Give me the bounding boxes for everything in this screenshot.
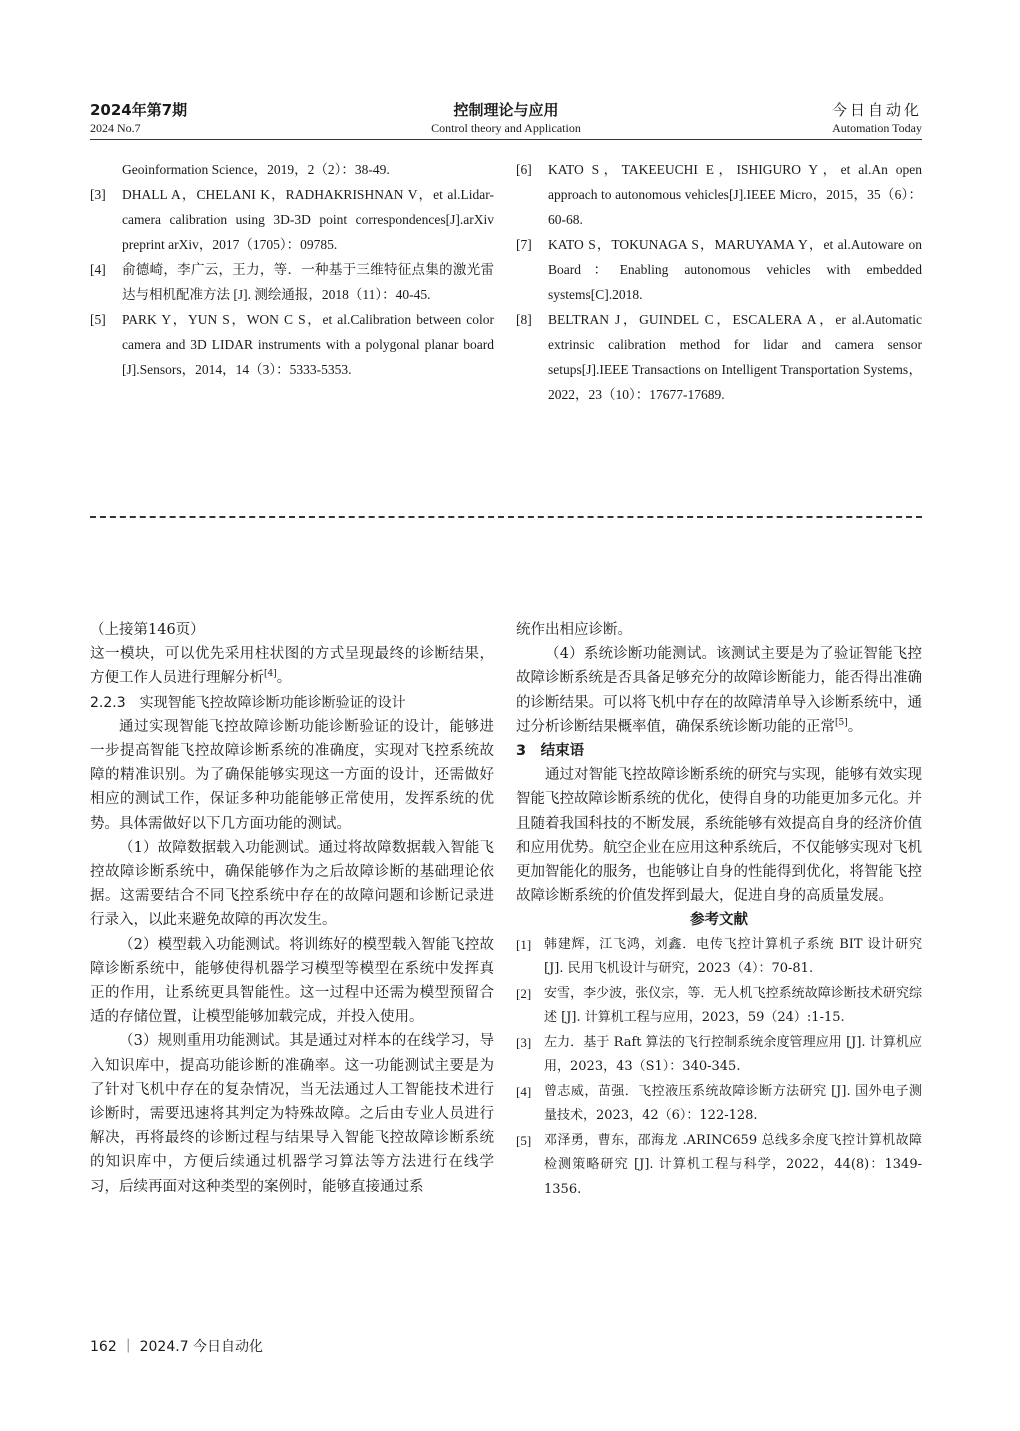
reference-text: 邓泽勇，曹东，邵海龙 .ARINC659 总线多余度飞控计算机故障检测策略研究 [J]. 计算机工程与科学，2022，44(8)：1349-1356. xyxy=(544,1132,922,1197)
paragraph-text: 这一模块，可以优先采用柱状图的方式呈现最终的诊断结果，方便工作人员进行理解分析 xyxy=(90,646,494,687)
reference-text: KATO S，TAKEEUCHI E，ISHIGURO Y，et al.An open approach to autonomous vehicles[J].IEEE Micro，2015，35（6）：60-68. xyxy=(548,162,922,227)
paragraph xyxy=(516,642,922,739)
reference-text: 曾志威，苗强．飞控液压系统故障诊断方法研究 [J]. 国外电子测量技术，2023，42（6）：122-128. xyxy=(544,1083,922,1124)
paragraph: 统作出相应诊断。 xyxy=(516,622,632,638)
top-references-right xyxy=(516,157,922,407)
section-heading-3: 3 结束语 xyxy=(516,743,585,760)
journal-cn: 控制理论与应用 xyxy=(453,101,559,119)
reference-number: [5] xyxy=(516,1132,532,1148)
journal-info xyxy=(90,100,922,136)
section-heading-2-2-3: 2.2.3 实现智能飞控故障诊断功能诊断验证的设计 xyxy=(90,694,406,711)
issue-en: 2024 No.7 xyxy=(90,121,141,135)
reference-item xyxy=(516,157,922,232)
paragraph-text: （4）系统诊断功能测试。该测试主要是为了验证智能飞控故障诊断系统是否具备足够充分的故障诊断能力，能否得出准确的诊断结果。可以将飞机中存在的故障清单导入诊断系统中，通过分析诊断结果概率值，确保系统诊断功能的正常 xyxy=(516,646,922,735)
reference-text: 左力．基于 Raft 算法的飞行控制系统余度管理应用 [J]. 计算机应用，2023，43（S1）：340-345. xyxy=(544,1034,922,1075)
paragraph: 通过实现智能飞控故障诊断功能诊断验证的设计，能够进一步提高智能飞控故障诊断系统的准确度，实现对飞控系统故障的精准识别。为了确保能够实现这一方面的设计，还需做好相应的测试工作，保证多种功能能够正常使用，发挥系统的优势。具体需做好以下几方面功能的测试。 xyxy=(90,718,494,832)
paragraph: 通过对智能飞控故障诊断系统的研究与实现，能够有效实现智能飞控故障诊断系统的优化，使得自身的功能更加多元化。并且随着我国科技的不断发展，系统能够有效提高自身的经济价值和应用优势。航空企业在应用这种系统后，不仅能够实现对飞机更加智能化的服务，也能够让自身的性能得到优化，将智能飞控故障诊断系统的价值发挥到最大，促进自身的高质量发展。 xyxy=(516,767,922,905)
citation: [4] xyxy=(264,669,277,680)
reference-number: [6] xyxy=(516,162,532,177)
paragraph: （3）规则重用功能测试。其是通过对样本的在线学习，导入知识库中，提高功能诊断的准确率。这一功能测试主要是为了针对飞机中存在的复杂情况，当无法通过人工智能技术进行诊断时，需要迅速将其判定为特殊故障。之后由专业人员进行解决，再将最终的诊断过程与结果导入智能飞控故障诊断系统的知识库中，方便后续通过机器学习算法等方法进行在线学习，后续再面对这种类型的案例时，能够直接通过系 xyxy=(90,1033,494,1195)
body-column-right xyxy=(516,618,922,1202)
reference-item xyxy=(90,182,494,257)
paragraph: （1）故障数据载入功能测试。通过将故障数据载入智能飞控故障诊断系统中，确保能够作为之后故障诊断的基础理论依据。这需要结合不同飞控系统中存在的故障问题和诊断记录进行录入，以此来避免故障的再次发生。 xyxy=(90,839,494,929)
reference-text: DHALL A，CHELANI K，RADHAKRISHNAN V，et al.Lidar-camera calibration using 3D-3D point correspondences[J].arXiv preprint arXiv，2017（1705）：09785. xyxy=(122,187,494,252)
reference-item xyxy=(516,1129,922,1203)
continued-from-note: （上接第146页） xyxy=(90,622,205,638)
references-list xyxy=(516,933,922,1203)
reference-text: BELTRAN J，GUINDEL C，ESCALERA A，er al.Automatic extrinsic calibration method for lidar and camera sensor setups[J].IEEE Transactions on Intelligent Transportation Systems，2022，23（10）：17677-17689. xyxy=(548,312,922,402)
reference-number: [3] xyxy=(90,187,106,202)
reference-item xyxy=(90,257,494,307)
reference-item xyxy=(516,307,922,407)
paragraph-end: 。 xyxy=(847,718,863,735)
reference-number: [1] xyxy=(516,936,532,952)
top-references-left xyxy=(90,157,494,382)
reference-text: PARK Y，YUN S，WON C S，et al.Calibration between color camera and 3D LIDAR instruments with a polygonal planar board [J].Sensors，2014，14（3）：5333-5353. xyxy=(122,312,494,377)
reference-text: 安雪，李少波，张仪宗，等．无人机飞控系统故障诊断技术研究综述 [J]. 计算机工程与应用，2023，59（24）:1-15. xyxy=(544,985,922,1026)
reference-number: [2] xyxy=(516,985,532,1001)
magazine-en: Automation Today xyxy=(832,121,922,135)
dashed-divider xyxy=(90,516,922,518)
paragraph-end: 。 xyxy=(276,670,292,687)
reference-number: [4] xyxy=(516,1083,532,1099)
reference-number: [7] xyxy=(516,237,532,252)
reference-item xyxy=(516,982,922,1031)
reference-text: 韩建辉，江飞鸿，刘鑫．电传飞控计算机子系统 BIT 设计研究 [J]. 民用飞机设计与研究，2023（4）：70-81. xyxy=(544,936,922,977)
citation: [5] xyxy=(835,717,848,728)
reference-text: 俞德崎，李广云，王力，等．一种基于三维特征点集的激光雷达与相机配准方法 [J]. 测绘通报，2018（11）：40-45. xyxy=(122,262,494,302)
paragraph: （2）模型载入功能测试。将训练好的模型载入智能飞控故障诊断系统中，能够使得机器学习模型等模型在系统中发挥真正的作用，让系统更具智能性。这一过程中还需为模型预留合适的存储位置，让模型能够加载完成，并投入使用。 xyxy=(90,936,494,1026)
reference-item xyxy=(90,307,494,382)
reference-number: [4] xyxy=(90,262,106,277)
magazine-cn: 今日自动化 xyxy=(831,101,922,119)
reference-continuation: Geoinformation Science，2019，2（2）：38-49. xyxy=(122,162,390,177)
journal-en: Control theory and Application xyxy=(431,121,581,135)
reference-number: [5] xyxy=(90,312,106,327)
paragraph xyxy=(90,642,494,690)
references-title: 参考文献 xyxy=(690,912,748,929)
reference-item xyxy=(516,933,922,982)
reference-number: [3] xyxy=(516,1034,532,1050)
body-column-left xyxy=(90,618,494,1199)
reference-number: [8] xyxy=(516,312,532,327)
page-footer: 162 ｜ 2024.7 今日自动化 xyxy=(90,1339,264,1355)
magazine-info xyxy=(832,100,922,136)
reference-item xyxy=(516,232,922,307)
issue-cn: 2024年第7期 xyxy=(90,101,188,119)
reference-text: KATO S，TOKUNAGA S，MARUYAMA Y，et al.Autoware on Board：Enabling autonomous vehicles with embedded systems[C].2018. xyxy=(548,237,922,302)
reference-item xyxy=(516,1080,922,1129)
reference-item xyxy=(516,1031,922,1080)
page-header xyxy=(90,100,922,140)
